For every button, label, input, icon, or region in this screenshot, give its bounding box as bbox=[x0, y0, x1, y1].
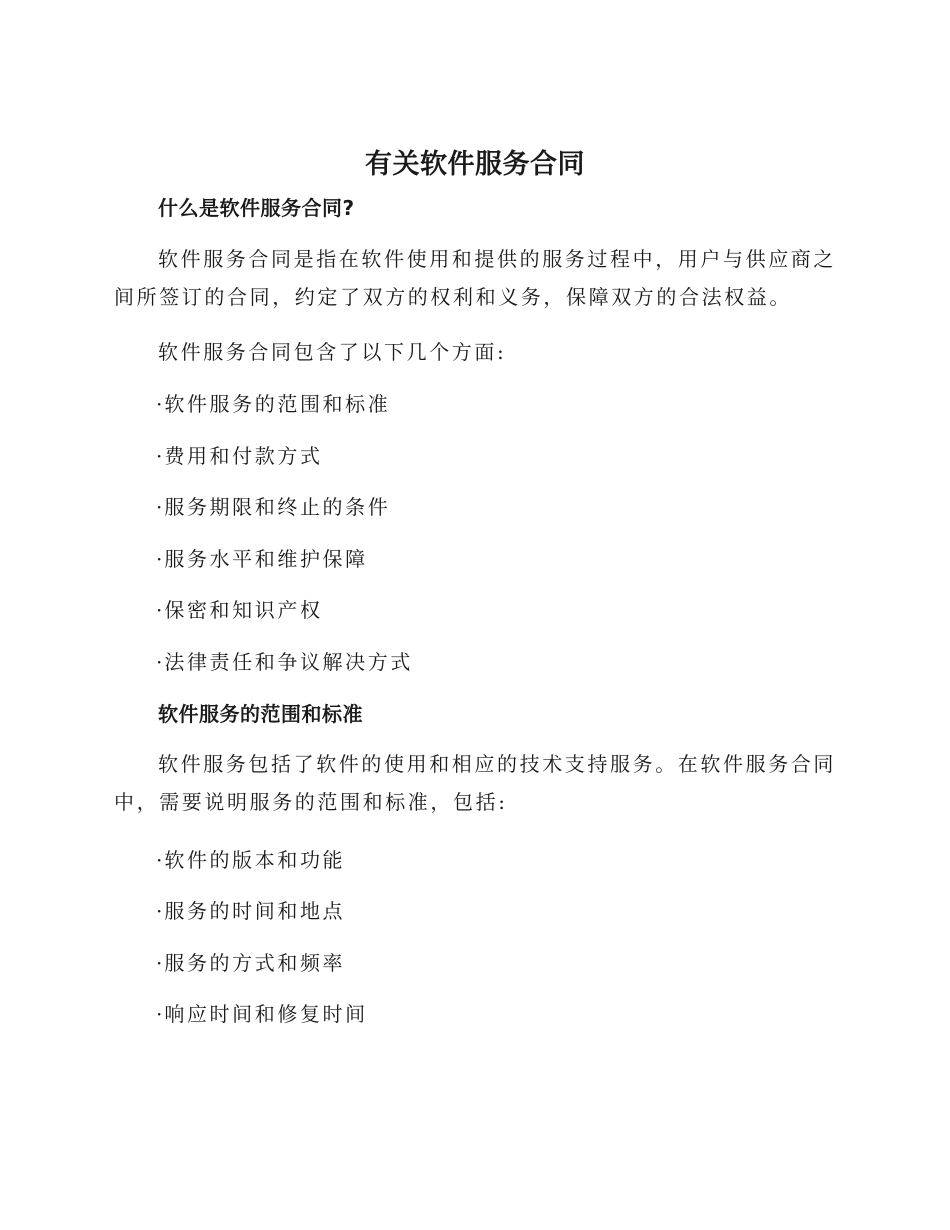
section-heading-scope: 软件服务的范围和标准 bbox=[158, 702, 363, 726]
section-heading-what-is: 什么是软件服务合同? bbox=[158, 196, 355, 220]
list-item-text: 软件的版本和功能 bbox=[164, 848, 346, 872]
bullet-dot: · bbox=[156, 899, 163, 923]
list-item bbox=[156, 896, 345, 926]
bullet-dot: · bbox=[156, 650, 163, 674]
bullet-dot: · bbox=[156, 444, 163, 468]
bullet-dot: · bbox=[156, 1002, 163, 1026]
list-item bbox=[156, 845, 345, 875]
list-item-text: 软件服务的范围和标准 bbox=[164, 392, 391, 416]
list-item bbox=[156, 492, 390, 522]
list-item bbox=[156, 441, 323, 471]
list-item-text: 法律责任和争议解决方式 bbox=[164, 650, 413, 674]
bullet-dot: · bbox=[156, 848, 163, 872]
list-item-text: 服务的方式和频率 bbox=[164, 951, 346, 975]
list-item-text: 服务的时间和地点 bbox=[164, 899, 346, 923]
list-item-text: 服务水平和维护保障 bbox=[164, 547, 368, 571]
list-item-text: 服务期限和终止的条件 bbox=[164, 495, 391, 519]
list-item-text: 保密和知识产权 bbox=[164, 598, 323, 622]
document-title: 有关软件服务合同 bbox=[365, 149, 585, 180]
list-item bbox=[156, 948, 345, 978]
list-item bbox=[156, 999, 368, 1029]
bullet-dot: · bbox=[156, 951, 163, 975]
paragraph-intro: 软件服务合同包含了以下几个方面: bbox=[158, 340, 507, 364]
list-item-text: 响应时间和修复时间 bbox=[164, 1002, 368, 1026]
list-item bbox=[156, 389, 390, 419]
list-item bbox=[156, 544, 368, 574]
bullet-dot: · bbox=[156, 598, 163, 622]
bullet-dot: · bbox=[156, 547, 163, 571]
list-item-text: 费用和付款方式 bbox=[164, 444, 323, 468]
bullet-dot: · bbox=[156, 392, 163, 416]
list-item bbox=[156, 647, 413, 677]
bullet-dot: · bbox=[156, 495, 163, 519]
list-item bbox=[156, 595, 323, 625]
paragraph-definition: 软件服务合同是指在软件使用和提供的服务过程中，用户与供应商之间所签订的合同，约定了双方的权利和义务，保障双方的合法权益。 bbox=[114, 247, 836, 309]
paragraph-scope: 软件服务包括了软件的使用和相应的技术支持服务。在软件服务合同中，需要说明服务的范围和标准，包括: bbox=[114, 752, 836, 814]
